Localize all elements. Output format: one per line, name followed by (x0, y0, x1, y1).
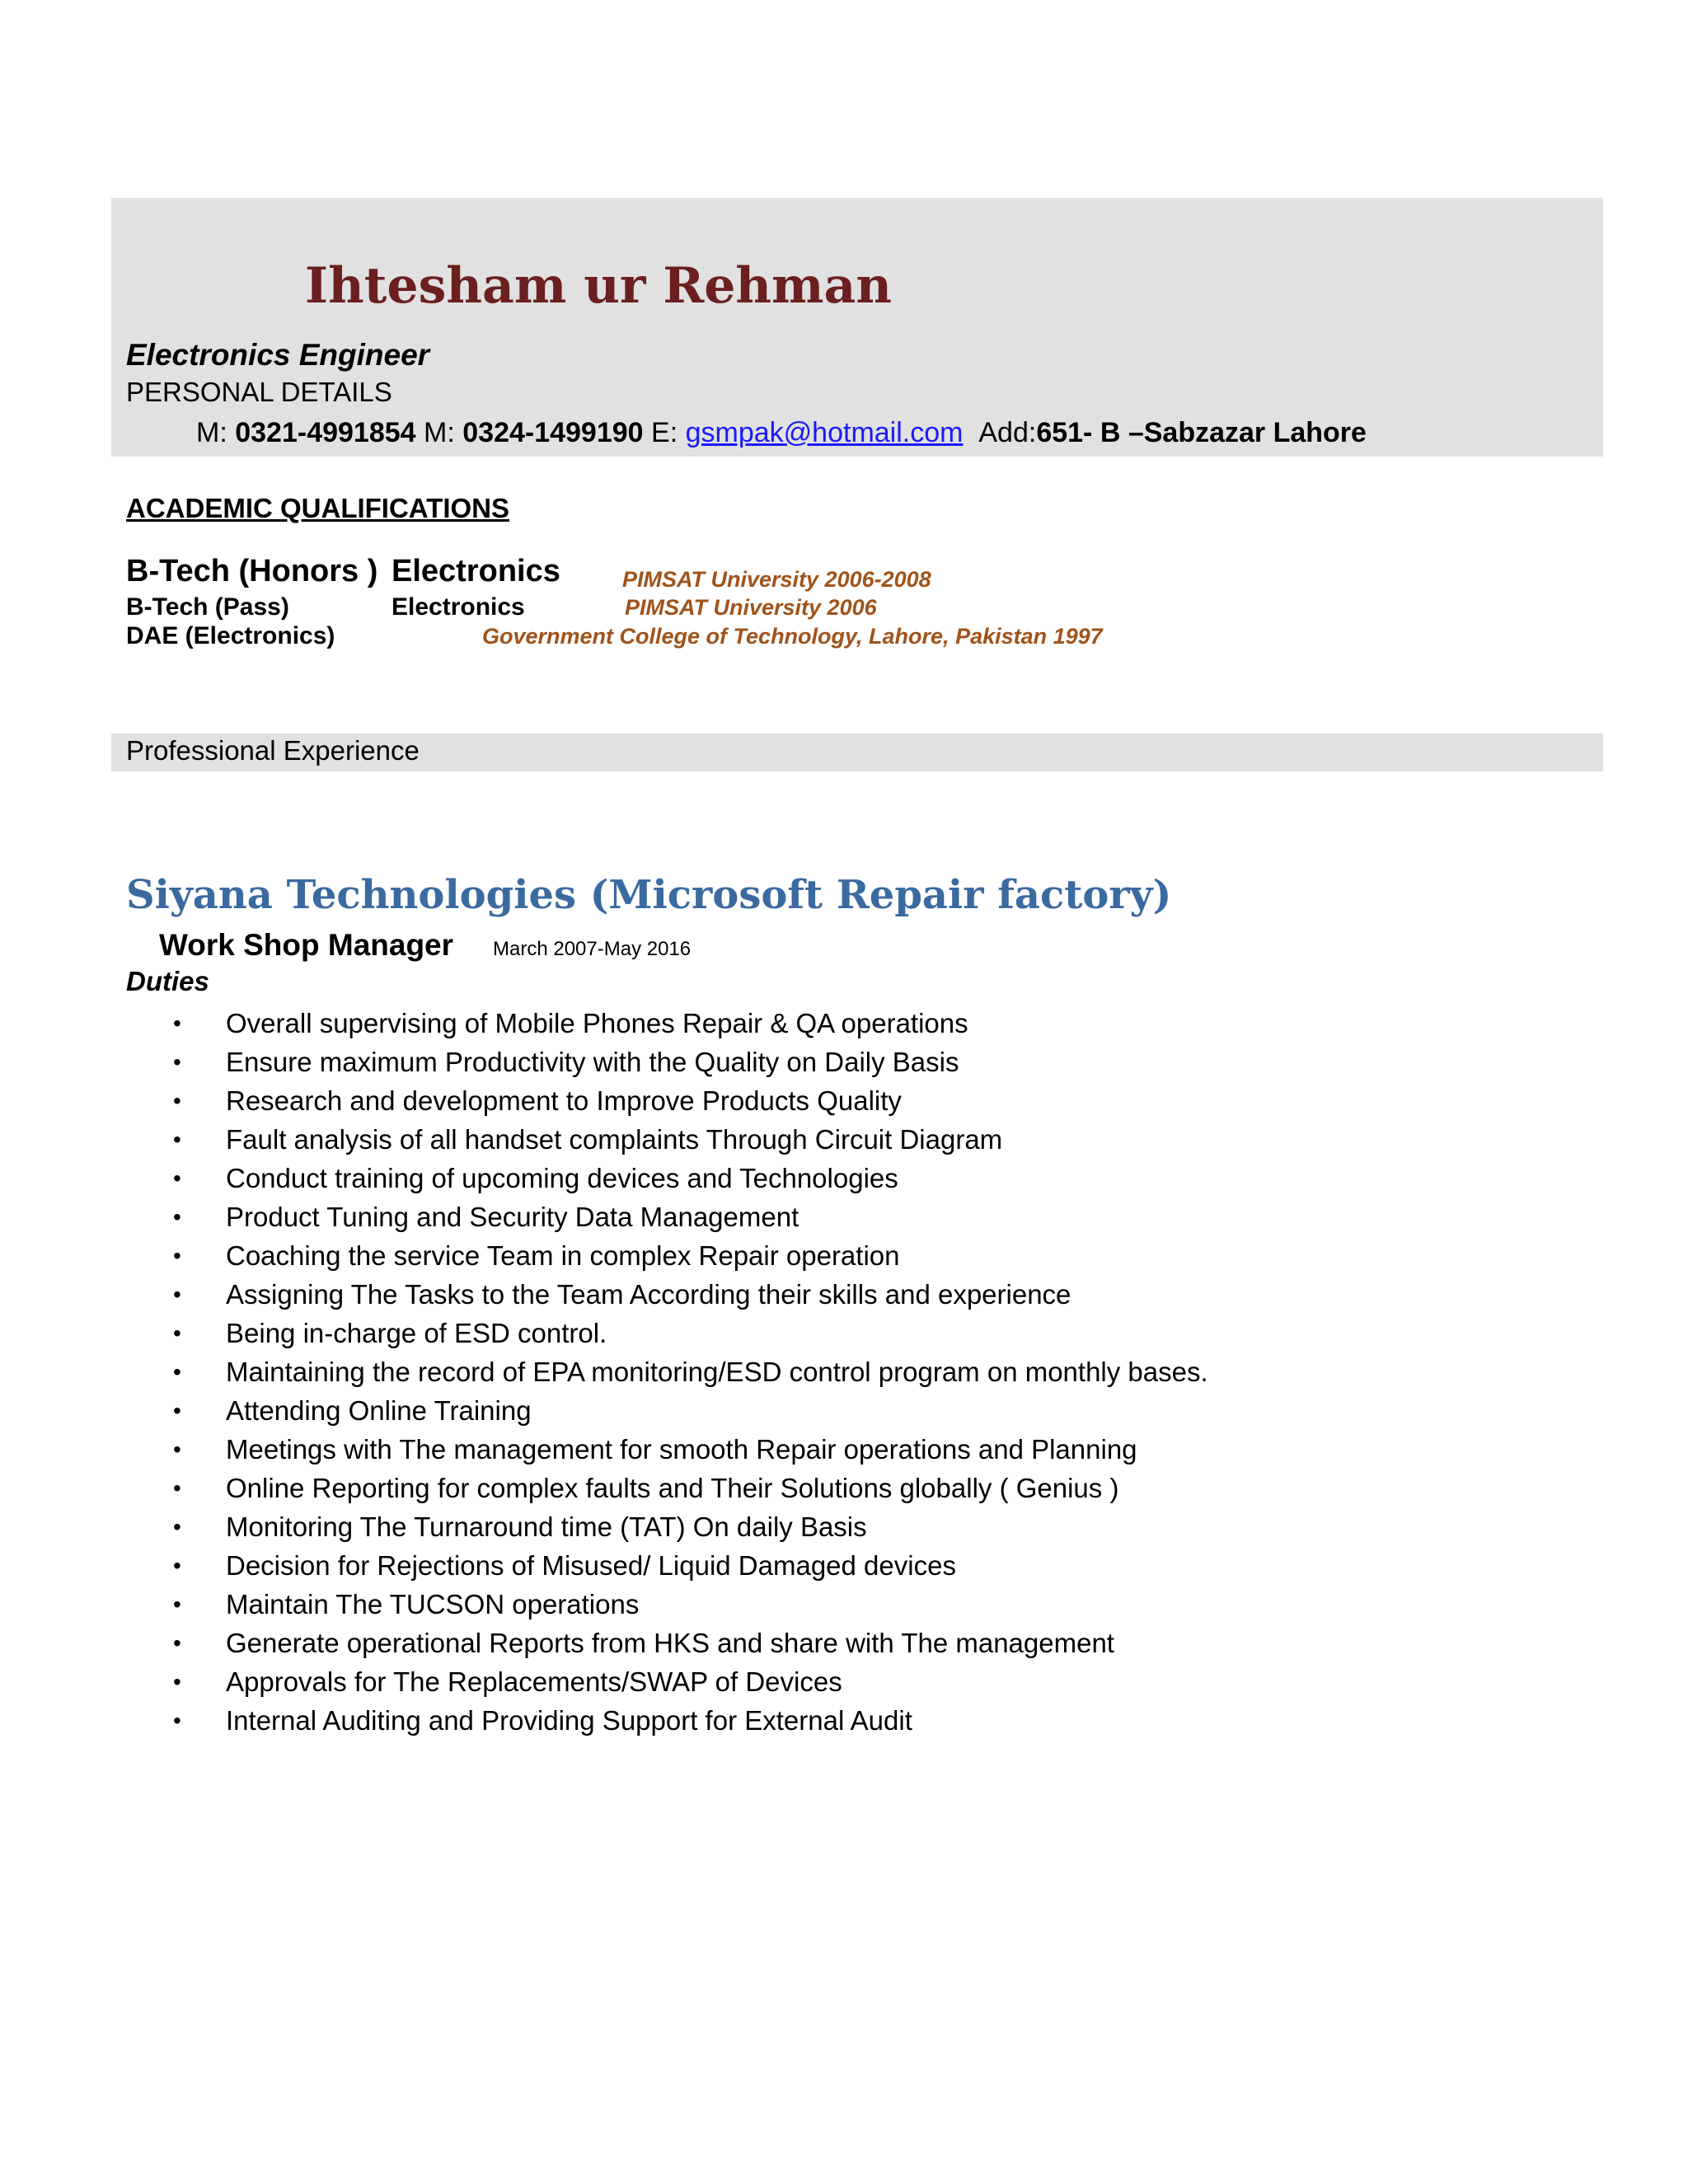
personal-details-label: PERSONAL DETAILS (126, 377, 392, 407)
address-label: Add: (978, 417, 1037, 448)
role-title: Work Shop Manager (159, 928, 454, 962)
duty-text: Ensure maximum Productivity with the Quality on Daily Basis (226, 1047, 959, 1077)
duty-text: Approvals for The Replacements/SWAP of Devices (226, 1666, 842, 1697)
bullet-icon: • (173, 1165, 181, 1191)
bullet-icon: • (173, 1398, 181, 1423)
duty-text: Generate operational Reports from HKS and share with The management (226, 1628, 1114, 1658)
duty-text: Assigning The Tasks to the Team According their skills and experience (226, 1279, 1071, 1310)
mobile1-number: 0321-4991854 (235, 417, 416, 448)
mobile2-label: M: (424, 417, 455, 448)
job-title: Electronics Engineer (126, 338, 430, 372)
degree-2: B-Tech (Pass) (126, 593, 289, 621)
field-1: Electronics (392, 554, 560, 588)
bullet-icon: • (173, 1010, 181, 1036)
academic-heading: ACADEMIC QUALIFICATIONS (126, 493, 510, 523)
duties-label: Duties (126, 966, 209, 996)
duty-text: Attending Online Training (226, 1395, 532, 1426)
duty-text: Being in-charge of ESD control. (226, 1318, 607, 1348)
bullet-icon: • (173, 1630, 181, 1656)
duty-text: Product Tuning and Security Data Management (226, 1202, 799, 1232)
bullet-icon: • (173, 1553, 181, 1578)
bullet-icon: • (173, 1591, 181, 1617)
institution-1: PIMSAT University 2006-2008 (622, 567, 931, 592)
bullet-icon: • (173, 1088, 181, 1113)
duty-text: Maintain The TUCSON operations (226, 1589, 640, 1619)
institution-3: Government College of Technology, Lahore, Pakistan 1997 (482, 624, 1103, 649)
duty-text: Overall supervising of Mobile Phones Repair & QA operations (226, 1008, 968, 1038)
field-2: Electronics (392, 593, 525, 621)
bullet-icon: • (173, 1514, 181, 1540)
mobile2-number: 0324-1499190 (462, 417, 644, 448)
experience-section-label: Professional Experience (126, 735, 420, 766)
duty-text: Research and development to Improve Products Quality (226, 1085, 902, 1116)
email-label: E: (651, 417, 678, 448)
duty-text: Conduct training of upcoming devices and Technologies (226, 1163, 898, 1193)
bullet-icon: • (173, 1049, 181, 1075)
bullet-icon: • (173, 1475, 181, 1501)
bullet-icon: • (173, 1359, 181, 1385)
contact-line (196, 417, 1367, 449)
bullet-icon: • (173, 1320, 181, 1346)
employment-dates: March 2007-May 2016 (493, 938, 692, 960)
bullet-icon: • (173, 1708, 181, 1733)
bullet-icon: • (173, 1243, 181, 1268)
duty-text: Coaching the service Team in complex Repair operation (226, 1240, 900, 1271)
institution-2: PIMSAT University 2006 (625, 595, 877, 620)
bullet-icon: • (173, 1127, 181, 1152)
mobile1-label: M: (196, 417, 227, 448)
duty-text: Fault analysis of all handset complaints Through Circuit Diagram (226, 1124, 1003, 1155)
bullet-icon: • (173, 1282, 181, 1307)
duty-text: Meetings with The management for smooth Repair operations and Planning (226, 1434, 1137, 1465)
address-value: 651- B –Sabzazar Lahore (1036, 417, 1367, 448)
duty-text: Internal Auditing and Providing Support for External Audit (226, 1705, 912, 1736)
degree-1: B-Tech (Honors ) (126, 554, 378, 588)
degree-3: DAE (Electronics) (126, 622, 335, 649)
duty-text: Decision for Rejections of Misused/ Liquid Damaged devices (226, 1550, 956, 1581)
duty-text: Monitoring The Turnaround time (TAT) On daily Basis (226, 1511, 867, 1542)
duty-text: Online Reporting for complex faults and Their Solutions globally ( Genius ) (226, 1473, 1119, 1503)
bullet-icon: • (173, 1436, 181, 1462)
bullet-icon: • (173, 1204, 181, 1230)
candidate-name: Ihtesham ur Rehman (305, 257, 893, 315)
duty-text: Maintaining the record of EPA monitoring/ESD control program on monthly bases. (226, 1357, 1208, 1387)
email-link[interactable]: gsmpak@hotmail.com (685, 417, 964, 448)
company-name: Siyana Technologies (Microsoft Repair factory) (126, 872, 1172, 918)
bullet-icon: • (173, 1669, 181, 1694)
